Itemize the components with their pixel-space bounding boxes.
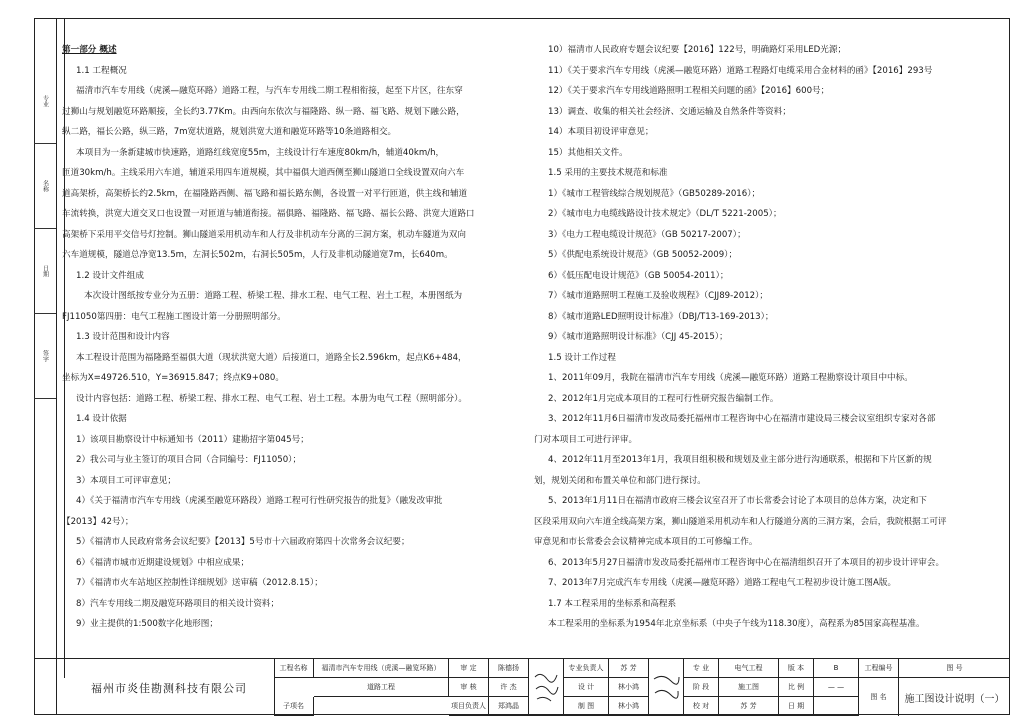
pm-label: 项目负责人 [449,697,489,716]
text-line: 1、2011年09月，我院在福清市汽车专用线（虎溪—融览环路）道路工程勘察设计项目中中标。 [548,373,913,383]
text-line: 12）《关于要求汽车专用线道路照明工程相关问题的函》【2016】600号； [548,86,830,96]
text-line: 划，规划关闭和布置关单位和部门进行探讨。 [534,475,706,486]
text-line: 6）《低压配电设计规范》（GB 50054-2011）； [548,270,729,281]
right-column [534,40,1004,635]
text-line: 5）《福清市人民政府常务会议纪要》【2013】5号市十六届政府第四十次常务会议纪要； [76,537,410,547]
text-line: 坐标为X=49726.510，Y=36915.847；终点K9+080。 [62,373,284,383]
drawing-name: 施工图设计说明（一） [904,693,1005,705]
company-name: 福州市炎佳勘测科技有限公司 [64,659,275,716]
text-line: 本次设计图纸按专业分为五册：道路工程、桥梁工程、排水工程、电气工程、岩土工程，本册图纸为 [84,291,463,301]
version-label: 版 本 [779,659,814,678]
signature-stamp [529,659,564,716]
text-line: 过狮山与规划融览环路顺接，全长约3.77Km。由西向东依次与福隆路、纵一路、福飞路、规划下融公路， [62,106,465,117]
strip-cell: 签字 [34,313,56,399]
project-name: 福清市汽车专用线（虎溪—融览环路） [314,659,449,678]
text-line: 6）《福清市城市近期建设规划》中相应成果； [76,557,250,568]
left-revision-strip [34,18,57,715]
project-number-label: 工程编号 [859,659,899,678]
document-body [62,40,1004,660]
text-line: 车流转换，洪宽大道交叉口也设置一对匝道与辅道衔接。福俱路、福隆路、福飞路、福长公路、洪宽大道路口 [62,209,475,219]
signature-stamp-2 [649,659,684,716]
draw-name: 林小鸿 [609,697,649,716]
text-line: 纵二路，福长公路，纵三路，7m宽状道路，规划洪宽大道和融览环路等10条道路相交。 [62,127,397,137]
review-name: 陈德扬 [489,659,529,678]
check-name: 许 杰 [489,678,529,697]
text-line: 3）《电力工程电缆设计规范》（GB 50217-2007）； [548,229,746,240]
text-line: 11）《关于要求汽车专用线（虎溪—融览环路）道路工程路灯电缆采用合金材料的函》【2016】293号 [548,65,933,76]
text-line: 审意见和市长常委会会议精神完成本项目的工可修编工作。 [534,537,758,547]
major-value: 电气工程 [719,659,779,678]
drawing-name-label: 图 名 [859,678,899,716]
title-block [34,658,1010,716]
left-column [62,40,517,635]
text-line: 14）本项目初设评审意见； [548,127,654,137]
text-line: 8）汽车专用线二期及融览环路项目的相关设计资料； [76,598,280,609]
text-line: 1.2 设计文件组成 [76,270,144,281]
proof-label: 校 对 [684,697,719,716]
text-line: 2、2012年1月完成本项目的工程可行性研究报告编制工作。 [548,393,779,404]
text-line: 区段采用双向六车道全线高架方案，狮山隧道采用机动车和人行隧道分离的三洞方案，会后，我院根据工可评 [534,516,947,527]
text-line: 本工程设计范围为福隆路至福俱大道（现状洪宽大道）后接道口，道路全长2.596km，起点K6+484， [76,352,467,363]
text-line: 门对本项目工可进行评审。 [534,434,638,445]
text-line: 2）我公司与业主签订的项目合同（合同编号：FJ11050）； [76,455,302,465]
text-line: 9）《城市道路照明设计标准》（CJJ 45-2015）； [548,332,728,342]
date-value [814,697,859,716]
major-label: 专 业 [684,659,719,678]
proof-name: 苏 芳 [719,697,779,716]
discipline-lead-name: 苏 芳 [609,659,649,678]
text-line: 设计内容包括：道路工程、桥梁工程、排水工程、电气工程、岩土工程。本册为电气工程（照明部分）。 [76,393,468,404]
text-line: 1.5 采用的主要技术规范和标准 [548,168,668,178]
project-label: 工程名称 [274,659,314,678]
review-label: 审 定 [449,659,489,678]
text-line: 匝道30km/h。主线采用六车道，辅道采用四车道规模，其中福俱大道西侧至狮山隧道口全线设置双向六车 [62,168,465,178]
text-line: 六车道规模，隧道总净宽13.5m，左洞长502m，右洞长505m，人行及非机动隧道宽7m，长640m。 [62,250,453,260]
text-line: 10）福清市人民政府专题会议纪要【2016】122号，明确路灯采用LED光源； [548,45,847,55]
discipline-lead-label: 专业负责人 [564,659,609,678]
strip-cell: 日期 [34,228,56,314]
text-line: 15）其他相关文件。 [548,147,628,158]
text-line: 5）《供配电系统设计规范》（GB 50052-2009）； [548,250,738,260]
text-line: 道高架桥，高架桥长约2.5km，在福隆路西侧、福飞路和福长路东侧，各设置一对平行匝道，供主线和辅道 [62,188,468,199]
design-label: 设 计 [564,678,609,697]
sub-label: 子项名 [274,697,314,716]
text-line: 【2013】42号）； [62,516,134,527]
date-label: 日 期 [779,697,814,716]
text-line: 9）业主提供的1:500数字化地形图； [76,619,218,629]
text-line: 1）该项目勘察设计中标通知书（2011）建勘招字第045号； [76,434,309,445]
pm-name: 郑鸿晶 [489,697,529,716]
phase-value: 施工图 [719,678,779,697]
scale-value: — — [814,678,859,697]
text-line: 1.3 设计范围和设计内容 [76,332,170,342]
text-line: FJ11050第四册：电气工程施工图设计第一分册照明部分。 [62,311,286,322]
text-line: 5、2013年1月11日在福清市政府三楼会议室召开了市长常委会讨论了本项目的总体方案，决定和下 [548,496,927,506]
text-line: 1.1 工程概况 [76,65,127,76]
text-line: 7、2013年7月完成汽车专用线（虎溪—融览环路）道路工程电气工程初步设计施工图A版。 [548,578,897,588]
text-line: 1.7 本工程采用的坐标系和高程系 [548,598,677,609]
strip-cell: 名称 [34,143,56,229]
text-line: 福清市汽车专用线（虎溪—融览环路）道路工程，与汽车专用线二期工程相衔接，起至下片区，往东穿 [76,86,463,96]
text-line: 4、2012年11月至2013年1月，我项目组积极和规划及业主部分进行沟通联系，根据和下片区新的规 [548,455,932,465]
text-line: 4）《关于福清市汽车专用线（虎溪至融览环路段）道路工程可行性研究报告的批复》（融发改审批 [76,496,443,506]
scale-label: 比 例 [779,678,814,697]
text-line: 8）《城市道路LED照明设计标准》（DBJ/T13-169-2013）； [548,311,774,322]
text-line: 1.4 设计依据 [76,414,127,424]
text-line: 7）《城市道路照明工程施工及验收规程》（CJJ89-2012）； [548,291,769,301]
check-label: 审 核 [449,678,489,697]
version-value: B [814,659,859,678]
text-line: 本工程采用的坐标系为1954年北京坐标系（中央子午线为118.30度），高程系为85国家高程基准。 [548,619,925,629]
draw-label: 制 图 [564,697,609,716]
text-line: 本项目为一条新建城市快速路，道路红线宽度55m，主线设计行车速度80km/h，辅道40km/h， [76,147,445,158]
drawing-number-label: 图 号 [899,659,1010,678]
section-heading: 第一部分 概述 [62,45,117,55]
phase-label: 阶 段 [684,678,719,697]
text-line: 6、2013年5月27日福清市发改局委托福州市工程咨询中心在福清组织召开了本项目的初步设计评审会。 [548,557,945,568]
strip-cell: 专业 [34,58,56,144]
text-line: 7）《福清市火车站地区控制性详细规划》送审稿（2012.8.15）； [76,578,323,588]
design-name: 林小鸿 [609,678,649,697]
text-line: 2）《城市电力电缆线路设计技术规定》（DL/T 5221-2005）； [548,209,782,219]
text-line: 1）《城市工程管线综合规划规范》（GB50289-2016）； [548,188,761,199]
text-line: 1.5 设计工作过程 [548,352,616,363]
project-name-2: 道路工程 [314,678,449,697]
text-line: 13）调查、收集的相关社会经济、交通运输及自然条件等资料； [548,106,791,117]
text-line: 高架桥下采用平交信号灯控制。狮山隧道采用机动车和人行及非机动车分离的三洞方案，机动车隧道为双向 [62,229,466,240]
text-line: 3、2012年11月6日福清市发改局委托福州市工程咨询中心在福清市建设局三楼会议室组织专家对各部 [548,414,936,424]
text-line: 3）本项目工可评审意见； [76,475,176,486]
